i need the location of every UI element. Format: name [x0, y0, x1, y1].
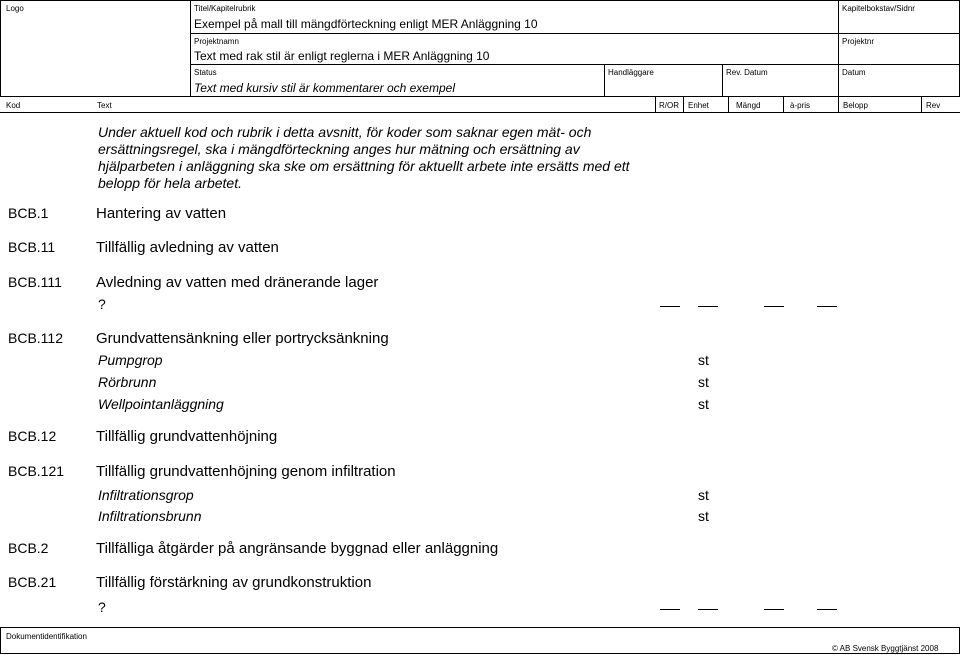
blank-line-mangd — [764, 306, 784, 307]
col-divider-ror — [683, 96, 684, 113]
header-left-border — [0, 0, 1, 97]
intro-comment: Under aktuell kod och rubrik i detta avsnitt, för koder som saknar egen mät- och ersättningsregel, ska i mängdförteckning anges hur mätning och ersättning av hjälparbeten i anläggning ska ske om ersättning för aktuellt arbete inte ersätts med ett belopp för hela arbetet. — [98, 124, 630, 191]
item-unit: st — [698, 352, 709, 368]
column-header-rev: Rev — [926, 101, 941, 110]
row-code: BCB.121 — [8, 463, 65, 479]
header-top-border — [0, 0, 960, 1]
chapter-label: Kapitelbokstav/Sidnr — [842, 4, 915, 13]
item-unit: st — [698, 396, 709, 412]
blank-line-ror — [660, 609, 680, 610]
row-code: BCB.112 — [8, 330, 63, 346]
row-code: BCB.12 — [8, 428, 57, 444]
column-header-belopp: Belopp — [843, 101, 868, 110]
blank-line-mangd — [764, 609, 784, 610]
placeholder-mark: ? — [98, 599, 106, 615]
rev-date-label: Rev. Datum — [726, 68, 768, 77]
row-heading: Tillfällig avledning av vatten — [96, 239, 279, 256]
item-text: Wellpointanläggning — [98, 396, 224, 412]
col-divider-apris — [838, 96, 839, 113]
item-unit: st — [698, 487, 709, 503]
date-label: Datum — [842, 68, 866, 77]
col-divider-mangd — [783, 96, 784, 113]
column-header-mangd: Mängd — [736, 101, 761, 110]
placeholder-mark: ? — [98, 296, 106, 312]
document-id-label: Dokumentidentifikation — [6, 632, 87, 641]
column-header-kod: Kod — [6, 101, 21, 110]
col-divider-belopp — [921, 96, 922, 113]
header-revdate-divider — [722, 64, 723, 97]
column-header-apris: à-pris — [790, 101, 811, 110]
row-heading: Tillfällig grundvattenhöjning genom infiltration — [96, 463, 396, 480]
footer-left-border — [0, 627, 1, 654]
row-code: BCB.21 — [8, 574, 57, 590]
blank-line-apris — [817, 609, 837, 610]
item-unit: st — [698, 374, 709, 390]
item-unit: st — [698, 508, 709, 524]
header-divider-1 — [190, 33, 960, 34]
handler-label: Handläggare — [608, 68, 654, 77]
logo-label: Logo — [6, 4, 24, 13]
blank-line-enhet — [698, 306, 718, 307]
column-header-ror: R/OR — [659, 101, 679, 110]
status-value: Text med kursiv stil är kommentarer och exempel — [194, 81, 455, 95]
title-label: Titel/Kapitelrubrik — [194, 4, 256, 13]
col-divider-enhet — [728, 96, 729, 113]
header-handler-divider — [604, 64, 605, 97]
project-name-value: Text med rak stil är enligt reglerna i MER Anläggning 10 — [194, 49, 490, 63]
row-code: BCB.11 — [8, 239, 56, 255]
item-text: Pumpgrop — [98, 352, 163, 368]
column-header-text: Text — [97, 101, 112, 110]
header-bottom-border — [0, 96, 960, 97]
header-chapter-divider — [838, 0, 839, 97]
row-code: BCB.111 — [8, 274, 62, 290]
item-text: Infiltrationsgrop — [98, 487, 194, 503]
row-heading: Avledning av vatten med dränerande lager — [96, 274, 379, 291]
column-header-enhet: Enhet — [688, 101, 709, 110]
status-label: Status — [194, 68, 217, 77]
header-divider-2 — [190, 64, 960, 65]
blank-line-apris — [817, 306, 837, 307]
row-code: BCB.1 — [8, 205, 49, 221]
project-name-label: Projektnamn — [194, 37, 239, 46]
row-code: BCB.2 — [8, 540, 49, 556]
project-nr-label: Projektnr — [842, 37, 875, 46]
item-text: Rörbrunn — [98, 374, 157, 390]
column-header-bottom-border — [0, 112, 960, 113]
row-heading: Tillfälliga åtgärder på angränsande byggnad eller anläggning — [96, 540, 499, 557]
header-logo-divider — [190, 0, 191, 97]
item-text: Infiltrationsbrunn — [98, 508, 202, 524]
row-heading: Tillfällig förstärkning av grundkonstruktion — [96, 574, 372, 591]
row-heading: Grundvattensänkning eller portrycksänkning — [96, 330, 389, 347]
blank-line-enhet — [698, 609, 718, 610]
row-heading: Tillfällig grundvattenhöjning — [96, 428, 278, 445]
footer-bottom-border — [0, 653, 960, 654]
row-heading: Hantering av vatten — [96, 205, 227, 222]
document-title: Exempel på mall till mängdförteckning enligt MER Anläggning 10 — [194, 17, 538, 31]
blank-line-ror — [660, 306, 680, 307]
copyright-notice: © AB Svensk Byggtjänst 2008 — [832, 644, 939, 653]
col-divider-text-end — [655, 96, 656, 113]
footer-top-border — [0, 627, 960, 628]
